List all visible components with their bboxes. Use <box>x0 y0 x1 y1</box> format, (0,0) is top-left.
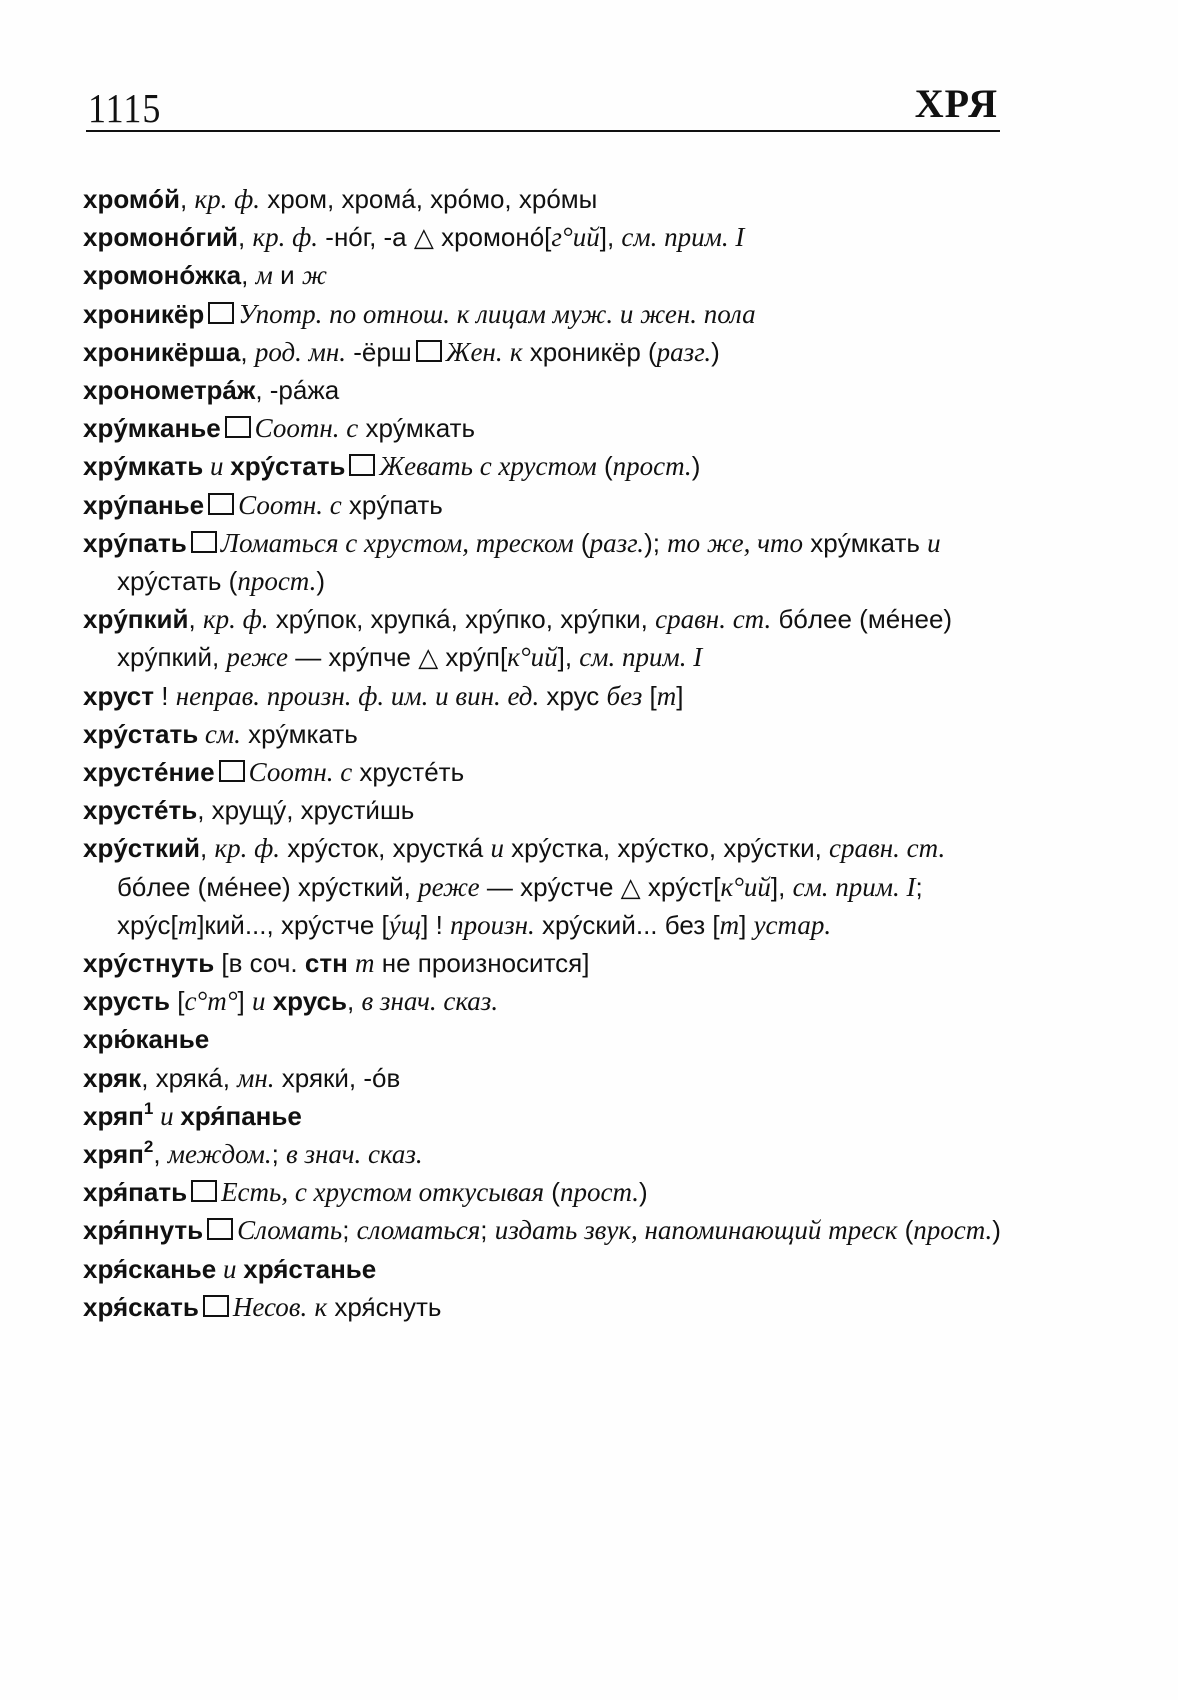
entry-text <box>503 337 510 367</box>
dictionary-entry <box>83 1288 1003 1326</box>
italic-label: в знач. сказ. <box>361 986 499 1017</box>
headword: хрýпкий <box>83 604 189 635</box>
header-rule <box>86 130 1000 132</box>
headword: хромóй <box>83 184 180 214</box>
dictionary-entry <box>83 829 1003 944</box>
italic-label: Сломать <box>237 1215 343 1246</box>
italic-label: реже <box>226 642 288 673</box>
entry-text: ) <box>992 1215 1001 1246</box>
entry-text: , <box>188 604 203 635</box>
dictionary-entry <box>83 944 1003 982</box>
italic-label: разг. <box>589 527 645 558</box>
headword: хрýстнуть <box>83 948 215 979</box>
dictionary-entry <box>83 677 1003 715</box>
dictionary-entry <box>83 486 1003 524</box>
page-number: 1115 <box>88 85 162 132</box>
entry-text: — хрýпче △ хрýп[ <box>287 642 508 673</box>
entry-text: ); <box>644 527 668 558</box>
italic-label: Ломаться с хрустом, треском <box>220 527 574 558</box>
italic-label: род. мн. <box>254 336 347 367</box>
italic-label: прост. <box>559 1177 640 1208</box>
italic-label: т <box>177 909 198 940</box>
dictionary-entry <box>83 256 1003 294</box>
bold-term: стн <box>304 948 348 979</box>
italic-label: ýщ <box>388 909 422 940</box>
entry-text: ( <box>544 1177 560 1208</box>
bold-term: хрýстать <box>230 451 346 482</box>
usage-note-box-icon <box>349 454 375 476</box>
italic-label: к <box>509 336 523 367</box>
italic-label: Несов. <box>232 1291 308 1322</box>
italic-label: кр. ф. <box>214 833 280 864</box>
entry-text <box>265 986 272 1016</box>
entry-text: [ <box>642 680 657 711</box>
headword: хрустéние <box>83 757 215 788</box>
italic-label: и <box>203 451 231 482</box>
italic-label: без <box>606 680 643 711</box>
italic-label: Соотн. с <box>254 413 359 444</box>
italic-label: см. прим. I <box>792 871 916 902</box>
entry-text: ] ! <box>421 909 451 940</box>
entry-text: -ёрш <box>346 336 412 367</box>
entry-text: хрýстка, хрýстко, хрýстки, <box>503 833 830 864</box>
entry-text: хрýмкать <box>803 527 928 558</box>
entry-text: , <box>346 986 362 1017</box>
entry-text: , <box>241 260 256 291</box>
dictionary-entry <box>83 753 1003 791</box>
headword: хроникёрша <box>83 336 241 367</box>
italic-label: сломаться <box>356 1215 481 1246</box>
guide-word: ХРЯ <box>914 81 998 126</box>
italic-label: неправ. произн. ф. им. и вин. ед. <box>175 680 540 711</box>
italic-label: Употр. по отнош. к лицам муж. и жен. пола <box>238 298 756 329</box>
dictionary-entry <box>83 791 1003 829</box>
headword: хряк <box>83 1062 142 1093</box>
italic-label: и <box>251 986 266 1017</box>
homonym-index: 1 <box>143 1098 154 1118</box>
entry-text: ], <box>770 871 793 902</box>
dictionary-entry <box>83 447 1003 485</box>
entry-text: , хрякá, <box>141 1062 238 1093</box>
dictionary-entry <box>83 1135 1003 1173</box>
entry-text: не произносится] <box>374 948 590 979</box>
headword: хрю́канье <box>83 1024 210 1055</box>
dictionary-entry <box>83 982 1003 1020</box>
entry-text: бóлее (мéнее) хрýпкий, <box>117 604 953 673</box>
italic-label: т <box>719 909 740 940</box>
entry-text: хрустéть <box>352 757 465 788</box>
entry-text: , <box>179 184 195 214</box>
usage-note-box-icon <box>208 302 234 324</box>
headword: хря́пнуть <box>83 1215 204 1246</box>
entry-text: [в соч. <box>214 948 305 979</box>
dictionary-entry <box>83 180 1003 218</box>
usage-note-box-icon <box>225 416 251 438</box>
italic-label: междом. <box>167 1139 272 1170</box>
homonym-index: 2 <box>143 1137 154 1157</box>
entry-text: ] <box>739 909 754 940</box>
entry-text: хроникёр ( <box>522 336 657 367</box>
headword: хрýмкать <box>83 451 204 482</box>
entry-text: ], <box>557 642 580 673</box>
italic-label: в знач. сказ. <box>286 1139 423 1170</box>
entry-text: ; хрýс[ <box>117 871 923 940</box>
dictionary-entry <box>83 600 1003 676</box>
italic-label: с°т° <box>184 986 238 1017</box>
dictionary-entry <box>83 524 1003 600</box>
entry-text: ) <box>639 1177 648 1208</box>
entry-text: и <box>272 260 302 291</box>
italic-label: т <box>656 680 677 711</box>
italic-label: кр. ф. <box>252 222 319 253</box>
dictionary-entry <box>83 1020 1003 1058</box>
italic-label: Соотн. с <box>238 489 342 520</box>
usage-note-box-icon <box>203 1295 229 1317</box>
italic-label: и <box>927 527 941 558</box>
italic-label: Соотн. с <box>248 757 353 788</box>
entry-text: , <box>240 336 255 367</box>
italic-label: Жевать с хрустом <box>379 451 597 482</box>
headword: хряп <box>83 1139 144 1170</box>
dictionary-entry <box>83 1173 1003 1211</box>
headword: хронометрáж <box>83 375 256 406</box>
entry-text: [ <box>170 986 185 1017</box>
headword: хрусть <box>83 986 170 1017</box>
entry-text: , -рáжа <box>255 375 340 406</box>
entry-list <box>83 180 1003 1326</box>
dictionary-entry <box>83 1059 1003 1097</box>
dictionary-entry <box>83 1250 1003 1288</box>
italic-label: сравн. ст. <box>829 833 946 864</box>
entry-text: , <box>153 1139 168 1170</box>
entry-text: — хрýстче △ хрýст[ <box>479 871 721 902</box>
entry-text: ! <box>154 680 176 711</box>
running-head <box>88 78 998 130</box>
entry-text: хрýмкать <box>240 718 358 749</box>
dictionary-entry <box>83 409 1003 447</box>
italic-label: сравн. ст. <box>655 604 772 635</box>
italic-label: произн. <box>450 909 535 940</box>
usage-note-box-icon <box>207 1218 233 1240</box>
headword: хря́сканье <box>83 1253 217 1284</box>
headword: хряп <box>83 1100 144 1131</box>
usage-note-box-icon <box>208 493 234 515</box>
usage-note-box-icon <box>219 760 245 782</box>
italic-label: м <box>255 260 273 291</box>
entry-text: ( <box>897 1215 914 1246</box>
italic-label: прост. <box>612 451 692 482</box>
italic-label: мн. <box>237 1062 275 1093</box>
italic-label: к <box>314 1291 328 1322</box>
entry-text <box>348 948 355 978</box>
entry-text: хря́снуть <box>327 1291 442 1322</box>
headword: хромонóгий <box>83 222 239 253</box>
italic-label: Есть, с хрустом откусывая <box>221 1177 545 1208</box>
usage-note-box-icon <box>191 531 217 553</box>
entry-text: , <box>238 222 253 253</box>
italic-label: разг. <box>656 336 712 367</box>
italic-label: к°ий <box>720 871 771 902</box>
entry-text: ) <box>316 566 326 597</box>
entry-text: ) <box>691 451 701 482</box>
italic-label: устар. <box>753 909 832 940</box>
dictionary-entry <box>83 1211 1003 1249</box>
entry-text: ; <box>342 1215 357 1246</box>
dictionary-entry <box>83 295 1003 333</box>
italic-label: г°ий <box>551 222 600 253</box>
italic-label: к°ий <box>507 642 558 673</box>
dictionary-entry <box>83 715 1003 753</box>
italic-label: кр. ф. <box>194 184 260 214</box>
entry-text: ]кий..., хрýстче [ <box>197 909 389 940</box>
entry-text: хрýсток, хрусткá <box>280 833 491 864</box>
headword: хрýпанье <box>83 489 205 520</box>
headword: хрýсткий <box>83 833 200 864</box>
entry-text: хрýский... без [ <box>534 909 720 940</box>
entry-text: ; <box>480 1215 495 1246</box>
entry-text: хром, хромá, хрóмо, хрóмы <box>260 184 598 214</box>
italic-label: издать звук, напоминающий треск <box>494 1215 898 1246</box>
dictionary-entry <box>83 333 1003 371</box>
bold-term: хря́панье <box>180 1100 302 1131</box>
entry-text: ( <box>596 451 613 482</box>
headword: хруст <box>83 680 155 711</box>
italic-label: Жен. <box>445 336 503 367</box>
entry-text: ( <box>573 527 590 558</box>
usage-note-box-icon <box>191 1180 217 1202</box>
italic-label: см. прим. I <box>579 642 703 673</box>
entry-text: ], <box>599 222 622 253</box>
entry-text: , хрущý, хрусти́шь <box>197 795 415 826</box>
entry-text: ] <box>237 986 252 1017</box>
headword: хрýпать <box>83 527 187 558</box>
bold-term: хрусь <box>272 986 347 1017</box>
italic-label: то же, что <box>667 527 804 558</box>
dictionary-entry <box>83 1097 1003 1135</box>
italic-label: см. прим. I <box>621 222 745 253</box>
entry-text: хрýпок, хрупкá, хрýпко, хрýпки, <box>268 604 656 635</box>
headword: хрýстать <box>83 718 199 749</box>
entry-text: хрýмкать <box>358 413 476 444</box>
entry-text: хрýпать <box>341 489 443 520</box>
headword: хря́пать <box>83 1177 188 1208</box>
italic-label: ж <box>301 260 327 291</box>
headword: хрýмканье <box>83 413 221 444</box>
italic-label: прост. <box>237 566 317 597</box>
entry-text: бóлее (мéнее) хрýсткий, <box>117 871 419 902</box>
headword: хрустéть <box>83 795 198 826</box>
dictionary-entry <box>83 218 1003 256</box>
italic-label: прост. <box>913 1215 993 1246</box>
entry-text: , <box>199 833 215 864</box>
dictionary-entry <box>83 371 1003 409</box>
headword: хромонóжка <box>83 260 242 291</box>
entry-text: хрýстать ( <box>117 566 238 597</box>
italic-label: и <box>490 833 504 864</box>
italic-label: кр. ф. <box>202 604 269 635</box>
usage-note-box-icon <box>416 340 442 362</box>
bold-term: хря́станье <box>243 1253 377 1284</box>
entry-text: -нóг, -а △ хромонó[ <box>318 222 552 253</box>
italic-label: реже <box>418 871 480 902</box>
entry-text: хрус <box>539 680 607 711</box>
headword: хря́скать <box>83 1291 199 1322</box>
italic-label: т <box>355 948 375 979</box>
italic-label: и <box>216 1253 244 1284</box>
entry-text: ; <box>271 1139 287 1170</box>
entry-text: ] <box>676 680 684 711</box>
italic-label: и <box>153 1100 181 1131</box>
entry-text: ) <box>711 336 720 367</box>
headword: хроникёр <box>83 298 205 329</box>
entry-text: хряки́, -óв <box>274 1062 401 1093</box>
italic-label: см. <box>198 718 241 749</box>
